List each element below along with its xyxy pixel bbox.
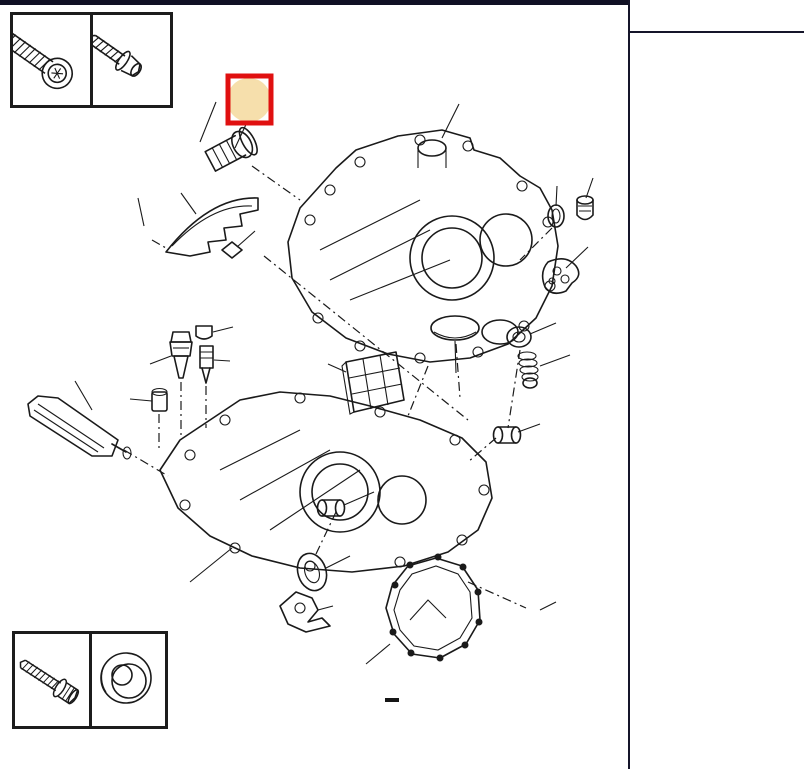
seal-ring-part12b (507, 327, 531, 347)
inset-cell-17 (13, 15, 90, 105)
hex-bolt-icon (15, 634, 88, 720)
bush-part6a (494, 427, 521, 443)
highlight-circle (227, 78, 271, 122)
inset-cell-73 (15, 634, 89, 726)
caption-date (385, 698, 399, 702)
lever-part8 (28, 396, 131, 459)
breather-part16 (577, 196, 593, 220)
drawing-caption (376, 698, 408, 702)
inset-cell-72 (90, 15, 170, 105)
torx-screw-icon (13, 15, 87, 99)
cap-part23 (196, 326, 212, 339)
guard-plate-part18 (166, 198, 258, 256)
sensor-part22 (200, 346, 213, 383)
plug-part15 (518, 352, 538, 388)
inset-box-screws-bottom (12, 631, 168, 729)
inset-box-screws-top (10, 12, 173, 108)
fork-part5 (280, 592, 330, 632)
assembly-axes (124, 166, 552, 608)
sensor-part13 (170, 332, 192, 378)
cap-disc-part14 (431, 316, 479, 340)
seal-ring-part12a (548, 205, 564, 227)
speedo-drive-part4 (203, 125, 260, 174)
small-pad-part74 (222, 242, 242, 258)
hex-screw-icon (93, 15, 167, 99)
bush-part10 (152, 389, 167, 412)
seal-part21 (293, 550, 331, 595)
page-code-header (630, 0, 804, 33)
end-cover-drawing (386, 554, 483, 662)
clip-part9 (543, 259, 579, 293)
grommet-icon (92, 634, 162, 720)
magnet-part7 (342, 352, 404, 414)
inset-cell-74 (89, 634, 166, 726)
pane-top-border (0, 0, 628, 5)
parts-table-pane (628, 0, 804, 769)
clutch-housing-drawing (160, 392, 492, 572)
gearbox-housing-drawing (288, 130, 558, 363)
